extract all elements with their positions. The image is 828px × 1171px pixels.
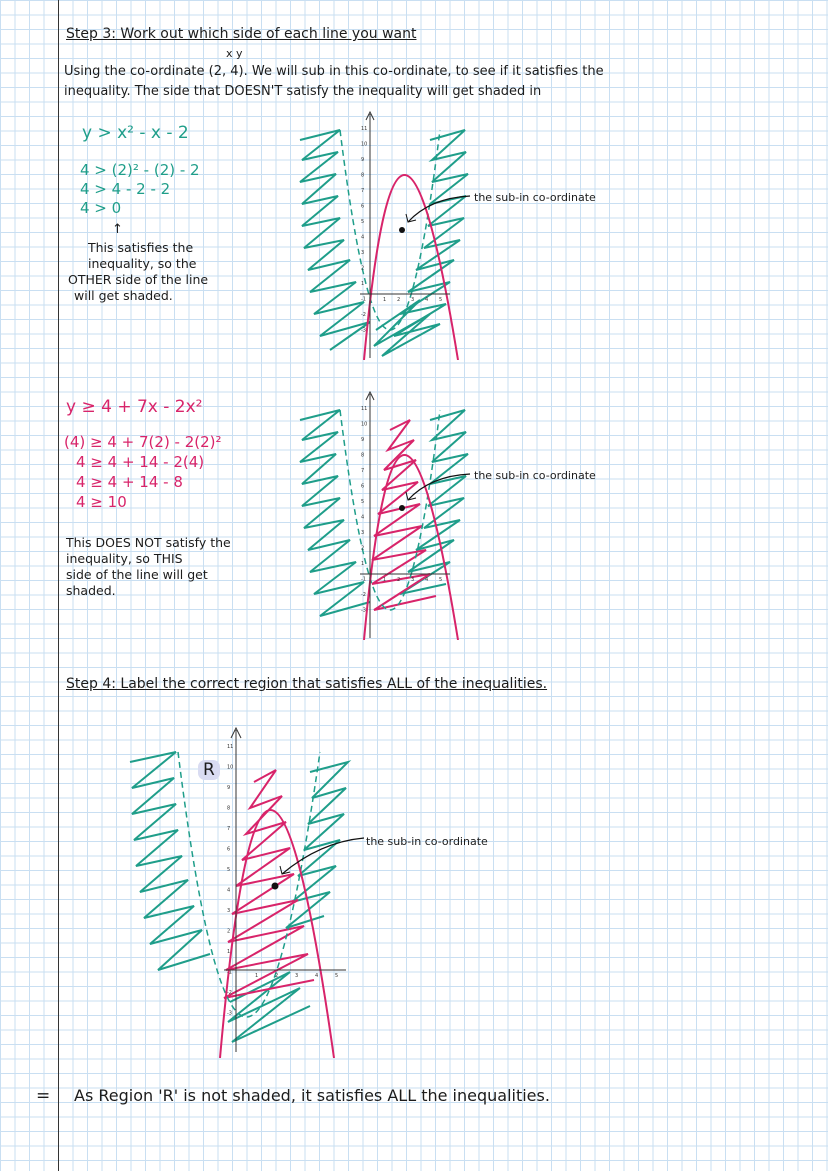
green-shading-right [394,130,468,336]
x-tick-label: 5 [439,297,443,303]
ineq2-work-3: 4 ≥ 4 + 14 - 8 [76,473,183,491]
ineq2-work-2: 4 ≥ 4 + 14 - 2(4) [76,453,205,471]
x-tick-label: 4 [315,973,319,979]
ineq1-work-2: 4 > 4 - 2 - 2 [80,180,171,198]
y-tick-label: 4 [361,514,365,521]
graph-1 [290,110,490,360]
green-shading-left-2 [300,410,370,616]
dashed-parabola-green-3 [178,752,320,1017]
y-tick-label: -2 [361,312,366,318]
sub-in-point-1 [399,227,405,233]
x-tick-label: 4 [425,297,429,303]
x-tick-label: 3 [411,297,415,303]
ineq1-work-3: 4 > 0 [80,199,122,217]
intro-line-2: inequality. The side that DOESN'T satisfy the inequality will get shaded in [64,84,542,99]
y-tick-label: -1 [361,296,366,303]
y-tick-label: -3 [361,607,366,614]
y-tick-label: 7 [227,826,231,832]
y-tick-label: 6 [227,846,231,853]
y-tick-label: 2 [361,545,365,552]
sub-in-point-2 [399,505,405,511]
x-tick-label: 1 [383,297,387,303]
step3-heading: Step 3: Work out which side of each line you want [66,26,417,42]
ineq1-work-1: 4 > (2)² - (2) - 2 [80,161,200,179]
y-tick-label: 5 [361,499,365,505]
y-tick-label: 6 [361,483,365,490]
y-tick-label: 10 [227,764,234,771]
y-tick-label: 10 [361,141,368,148]
sub-in-point-3 [272,883,279,890]
pointer-arrow-head-3 [280,866,290,874]
region-r-label: R [198,760,220,780]
y-tick-label: 8 [361,172,365,179]
ineq1-conclusion-1: This satisfies the [88,240,194,255]
y-tick-label: 6 [361,203,365,210]
x-tick-label: 5 [439,577,443,583]
inequality-2: y ≥ 4 + 7x - 2x² [66,397,203,417]
y-tick-label: -3 [361,327,366,334]
green-shading-right-2 [400,410,468,594]
ineq2-work-4: 4 ≥ 10 [76,493,127,511]
y-tick-label: 1 [361,561,365,567]
y-tick-label: 10 [361,421,368,428]
equals-sign: = [36,1086,51,1106]
y-tick-label: 4 [361,234,365,241]
x-tick-label: 5 [335,973,339,979]
xy-label: x y [226,47,243,60]
x-tick-label: 2 [275,973,279,979]
y-tick-label: 5 [227,867,231,873]
y-tick-label: 3 [361,530,365,536]
sub-label-3: the sub-in co-ordinate [366,835,488,848]
y-tick-label: 2 [361,265,365,272]
y-tick-label: 7 [361,188,365,194]
graph-3 [120,722,370,1058]
ineq2-conclusion-2: inequality, so THIS [66,551,183,566]
y-tick-label: 9 [361,157,365,163]
green-shading-left [300,130,370,350]
y-tick-label: 7 [361,468,365,474]
x-tick-label: 2 [397,577,401,583]
y-tick-label: 8 [227,805,231,812]
sub-label-2: the sub-in co-ordinate [474,469,596,482]
y-tick-label: -2 [361,592,366,598]
ineq1-conclusion-4: will get shaded. [74,288,173,303]
y-tick-label: 11 [361,406,368,412]
y-tick-label: 1 [361,281,365,287]
step4-heading: Step 4: Label the correct region that satisfies ALL of the inequalities. [66,676,548,692]
y-tick-label: -1 [361,576,366,583]
y-tick-label: -2 [227,990,232,996]
y-tick-label: 9 [227,785,231,791]
x-tick-label: 1 [255,973,259,979]
y-tick-label: 5 [361,219,365,225]
y-tick-label: 9 [361,437,365,443]
intro-line-1: Using the co-ordinate (2, 4). We will sub in this co-ordinate, to see if it satisfies the [64,64,604,79]
inequality-1: y > x² - x - 2 [82,123,189,143]
ineq2-conclusion-1: This DOES NOT satisfy the [66,535,231,550]
y-tick-label: 3 [227,908,231,914]
y-tick-label: 8 [361,452,365,459]
margin-line [58,0,59,1171]
x-tick-label: 1 [383,577,387,583]
ineq1-arrow: ↑ [112,222,123,237]
y-tick-label: 11 [227,744,234,750]
y-tick-label: -1 [227,969,232,976]
ineq2-conclusion-4: shaded. [66,583,116,598]
x-tick-label: 3 [411,577,415,583]
y-tick-label: 1 [227,949,231,955]
y-tick-label: 2 [227,928,231,935]
y-tick-label: 3 [361,250,365,256]
graph-2 [290,390,490,640]
x-tick-label: 3 [295,973,299,979]
pink-shading-3 [224,770,314,998]
ineq2-work-1: (4) ≥ 4 + 7(2) - 2(2)² [64,433,222,451]
y-tick-label: -3 [227,1010,232,1017]
ineq1-conclusion-2: inequality, so the [88,256,197,271]
green-shading-right-3 [286,762,348,928]
sub-label-1: the sub-in co-ordinate [474,191,596,204]
conclusion-text: As Region 'R' is not shaded, it satisfies ALL the inequalities. [74,1086,550,1105]
ineq1-conclusion-3: OTHER side of the line [68,272,209,287]
ineq2-conclusion-3: side of the line will get [66,567,208,582]
y-tick-label: 11 [361,126,368,132]
x-tick-label: 2 [397,297,401,303]
x-tick-label: 4 [425,577,429,583]
y-tick-label: 4 [227,887,231,894]
green-shading-left-3 [130,752,210,970]
